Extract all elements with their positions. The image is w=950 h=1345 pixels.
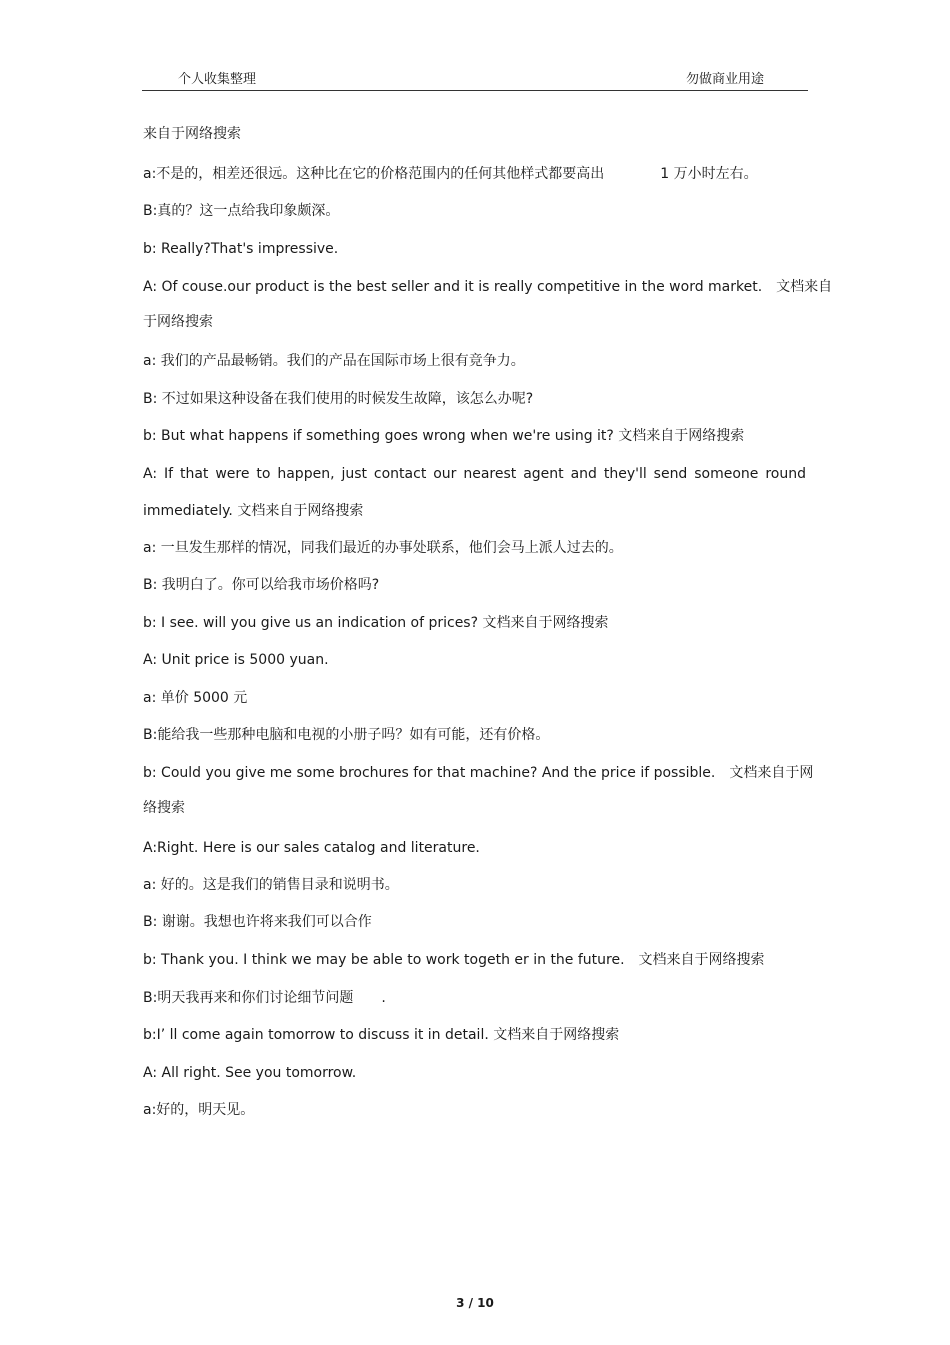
text-line: a: 好的。这是我们的销售目录和说明书。 — [143, 877, 399, 893]
header-right-text: 勿做商业用途 — [685, 72, 764, 87]
page-header — [142, 64, 808, 91]
text-line: a:不是的，相差还很远。这种比在它的价格范围内的任何其他样式都要高出 1 万小时左右。 — [143, 166, 758, 182]
text-line: b: I see. will you give us an indication of prices? 文档来自于网络搜索 — [143, 615, 609, 631]
text-line: B:明天我再来和你们讨论细节问题 . — [143, 990, 386, 1006]
text-line: A:Right. Here is our sales catalog and literature. — [143, 840, 480, 856]
text-line: 于网络搜索 — [143, 314, 213, 330]
text-line: b: Thank you. I think we may be able to work togeth er in the future. 文档来自于网络搜索 — [143, 952, 765, 968]
text-line: 来自于网络搜索 — [143, 126, 241, 142]
text-line: b:I’ ll come again tomorrow to discuss it in detail. 文档来自于网络搜索 — [143, 1027, 620, 1043]
header-left-text: 个人收集整理 — [178, 72, 257, 87]
text-line: A: All right. See you tomorrow. — [143, 1065, 357, 1081]
text-line: b: Could you give me some brochures for that machine? And the price if possible. 文档来自于网 — [143, 765, 814, 781]
page-number: 3 / 10 — [456, 1296, 494, 1310]
text-line: B: 不过如果这种设备在我们使用的时候发生故障，该怎么办呢? — [143, 391, 534, 407]
text-line: a: 我们的产品最畅销。我们的产品在国际市场上很有竞争力。 — [143, 353, 525, 369]
text-line: 络搜索 — [143, 800, 185, 816]
text-line: B:能给我一些那种电脑和电视的小册子吗？如有可能，还有价格。 — [143, 727, 550, 743]
text-line: A: Unit price is 5000 yuan. — [143, 652, 329, 668]
text-line: B: 谢谢。我想也许将来我们可以合作 — [143, 914, 372, 930]
text-line: A: Of couse.our product is the best seller and it is really competitive in the word market. 文档来自 — [143, 279, 833, 295]
text-line: B:真的？这一点给我印象颇深。 — [143, 203, 340, 219]
text-line: a: 一旦发生那样的情况，同我们最近的办事处联系，他们会马上派人过去的。 — [143, 540, 623, 556]
text-line: a:好的，明天见。 — [143, 1102, 255, 1118]
text-line: a: 单价 5000 元 — [143, 690, 248, 706]
text-line: B: 我明白了。你可以给我市场价格吗? — [143, 577, 380, 593]
text-line: A: If that were to happen, just contact our nearest agent and they'll send someone round — [143, 466, 806, 482]
text-line: immediately. 文档来自于网络搜索 — [143, 503, 364, 519]
text-line: b: But what happens if something goes wrong when we're using it? 文档来自于网络搜索 — [143, 428, 745, 444]
text-line: b: Really?That's impressive. — [143, 241, 339, 257]
